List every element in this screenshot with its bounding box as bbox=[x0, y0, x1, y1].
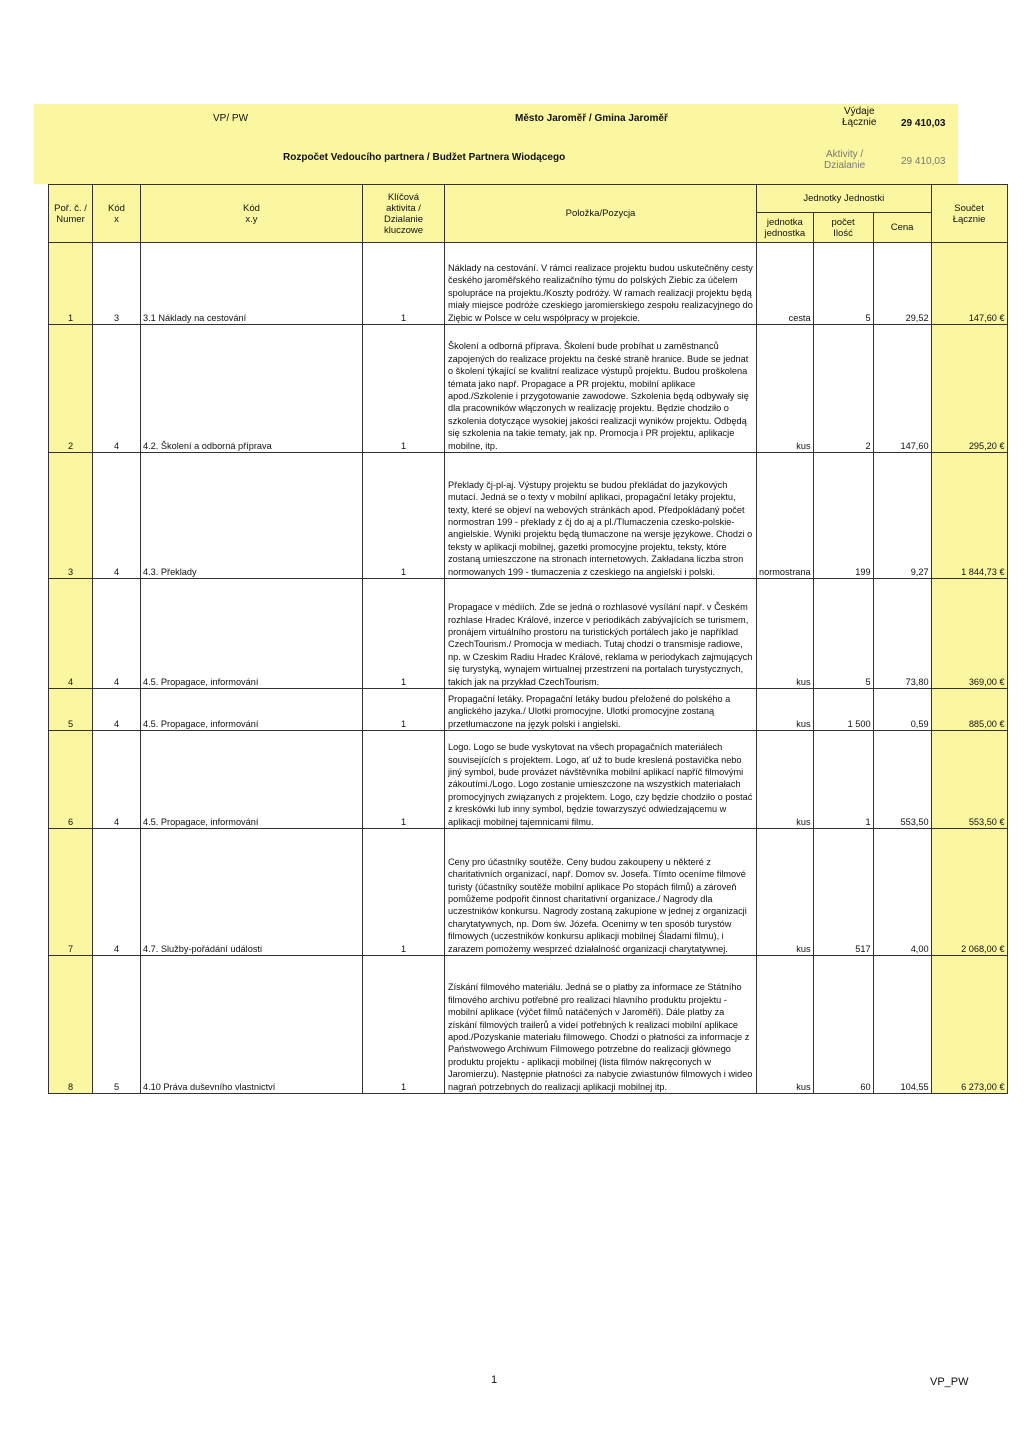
col-klic-1: Klíčová bbox=[387, 191, 420, 203]
row-klic: 1 bbox=[363, 689, 445, 731]
row-unit: kus bbox=[757, 579, 814, 689]
row-price: 147,60 bbox=[873, 325, 931, 453]
row-desc: Získání filmového materiálu. Jedná se o platby za informace ze Státního filmového archivu potřebné pro realizaci hlavního produktu projektu - mobilní aplikace (výčet filmů natáčených v Jaroměři). Dále platby za získání filmových trailerů a videí potřebných k realizaci mobilní aplikace apod./Pozyskanie materiału filmowego. Chodzi o płatności za informacje z Państwowego Archiwum Filmowego potrzebne do realizacji głównego produktu projektu - aplikacji mobilnej (lista filmów nakręconych w Jaromierzu). Następnie płatności za nabycie zwiastunów filmowych i wideo nagrań potrzebnych do realizacji aplikacji mobilnej itp. bbox=[445, 956, 757, 1094]
col-soucet bbox=[931, 185, 1007, 243]
row-price: 29,52 bbox=[873, 243, 931, 325]
col-kod-x-2: x bbox=[114, 213, 119, 225]
row-price: 0,59 bbox=[873, 689, 931, 731]
vydaje-label-1: Výdaje bbox=[843, 106, 875, 117]
row-total: 147,60 € bbox=[931, 243, 1007, 325]
row-kodxy: 4.5. Propagace, informování bbox=[141, 731, 363, 829]
row-desc: Propagace v médiích. Zde se jedná o rozhlasové vysílání např. v Českém rozhlase Hradec Králové, inzerce v periodikách zabývajících se turismem, pronájem virtuálního prostoru na turistických portálech jako je například CzechTourism./ Promocja w mediach. Tutaj chodzi o transmisje radiowe, np. w Czeskim Radiu Hradec Králové, reklama w periodykach zajmujących się turystyką, wynajem wirtualnej przestrzeni na portalach turystycznych, takich jak na przykład CzechTourism. bbox=[445, 579, 757, 689]
row-num: 6 bbox=[49, 731, 93, 829]
row-kod: 5 bbox=[93, 956, 141, 1094]
row-kodxy: 4.2. Školení a odborná příprava bbox=[141, 325, 363, 453]
row-total: 2 068,00 € bbox=[931, 829, 1007, 956]
row-num: 7 bbox=[49, 829, 93, 956]
col-kod-xy-1: Kód bbox=[243, 202, 260, 214]
row-total: 369,00 € bbox=[931, 579, 1007, 689]
row-klic: 1 bbox=[363, 453, 445, 579]
row-desc: Ceny pro účastníky soutěže. Ceny budou zakoupeny u některé z charitativních organizací, např. Domov sv. Josefa. Tímto oceníme filmové turisty (účastníky soutěže mobilní aplikace Po stopách filmů) a zároveň pomůžeme podpořit činnost charitativní organizace./ Nagrody dla uczestników konkursu. Nagrody zostaną zakupione w jednej z organizacji charytatywnych, np. Dom św. Józefa. Ocenimy w ten sposób turystów filmowych (uczestników konkursu aplikacji mobilnej Śladami filmu), i zarazem pomożemy wesprzeć działalność organizacji charytatywnej. bbox=[445, 829, 757, 956]
col-por-2: Numer bbox=[56, 213, 85, 225]
aktivity-label bbox=[824, 149, 865, 171]
row-qty: 517 bbox=[813, 829, 873, 956]
row-num: 4 bbox=[49, 579, 93, 689]
col-cena: Cena bbox=[873, 213, 931, 243]
vydaje-label-2: Łącznie bbox=[842, 117, 877, 128]
row-desc: Propagační letáky. Propagační letáky budou přeložené do polského a anglického jazyka./ Ulotki promocyjne. Ulotki promocyjne zostaną przetłumaczone na język polski i angielski. bbox=[445, 689, 757, 731]
row-total: 295,20 € bbox=[931, 325, 1007, 453]
col-pocet-1: počet bbox=[831, 216, 855, 228]
vydaje-label bbox=[842, 106, 876, 128]
row-kod: 4 bbox=[93, 689, 141, 731]
row-unit: normostrana bbox=[757, 453, 814, 579]
row-unit: kus bbox=[757, 731, 814, 829]
row-kodxy: 4.5. Propagace, informování bbox=[141, 579, 363, 689]
row-price: 104,55 bbox=[873, 956, 931, 1094]
row-qty: 5 bbox=[813, 579, 873, 689]
row-qty: 1 bbox=[813, 731, 873, 829]
row-klic: 1 bbox=[363, 579, 445, 689]
row-qty: 1 500 bbox=[813, 689, 873, 731]
row-kod: 4 bbox=[93, 731, 141, 829]
col-jednotka bbox=[757, 213, 814, 243]
row-kodxy: 4.3. Překlady bbox=[141, 453, 363, 579]
aktivity-label-1: Aktivity / bbox=[825, 149, 864, 160]
col-klic-4: kluczowe bbox=[383, 224, 424, 236]
row-klic: 1 bbox=[363, 731, 445, 829]
row-total: 6 273,00 € bbox=[931, 956, 1007, 1094]
budget-table bbox=[48, 184, 1008, 1094]
col-soucet-1: Součet bbox=[954, 202, 984, 214]
table-row bbox=[49, 689, 1008, 731]
row-unit: cesta bbox=[757, 243, 814, 325]
row-qty: 2 bbox=[813, 325, 873, 453]
row-num: 5 bbox=[49, 689, 93, 731]
vp-pw-label: VP/ PW bbox=[213, 113, 249, 124]
table-row bbox=[49, 956, 1008, 1094]
row-price: 553,50 bbox=[873, 731, 931, 829]
row-price: 9,27 bbox=[873, 453, 931, 579]
row-klic: 1 bbox=[363, 956, 445, 1094]
row-num: 8 bbox=[49, 956, 93, 1094]
row-kod: 3 bbox=[93, 243, 141, 325]
col-kod-xy-2: x.y bbox=[245, 213, 258, 225]
table-row bbox=[49, 243, 1008, 325]
row-kodxy: 4.10 Práva duševního vlastnictví bbox=[141, 956, 363, 1094]
row-klic: 1 bbox=[363, 243, 445, 325]
header-band bbox=[34, 104, 958, 184]
row-unit: kus bbox=[757, 689, 814, 731]
row-kod: 4 bbox=[93, 325, 141, 453]
row-kod: 4 bbox=[93, 453, 141, 579]
aktivity-label-2: Dzialanie bbox=[824, 160, 866, 171]
row-kodxy: 3.1 Náklady na cestování bbox=[141, 243, 363, 325]
row-kodxy: 4.5. Propagace, informování bbox=[141, 689, 363, 731]
row-klic: 1 bbox=[363, 829, 445, 956]
row-qty: 199 bbox=[813, 453, 873, 579]
row-desc: Náklady na cestování. V rámci realizace projektu budou uskutečněny cesty českého jaroměřského realizačního týmu do polských Ziebic za účelem spolupráce na projektu./Koszty podróży. W ramach realizacji projektu będą miały miejsce podróże czeskiego jaromierskiego zespołu realizacyjnego do Ziębic w Polsce w celu współpracy w projekcie. bbox=[445, 243, 757, 325]
row-kodxy: 4.7. Služby-pořádání události bbox=[141, 829, 363, 956]
row-num: 3 bbox=[49, 453, 93, 579]
row-klic: 1 bbox=[363, 325, 445, 453]
col-kod-xy bbox=[141, 185, 363, 243]
table-row bbox=[49, 579, 1008, 689]
row-num: 2 bbox=[49, 325, 93, 453]
col-jednotka-1: jednotka bbox=[766, 216, 803, 228]
col-jednotka-2: jednostka bbox=[764, 227, 806, 239]
table-row bbox=[49, 325, 1008, 453]
row-unit: kus bbox=[757, 829, 814, 956]
row-kod: 4 bbox=[93, 829, 141, 956]
document-code: VP_PW bbox=[930, 1376, 969, 1388]
table-row bbox=[49, 453, 1008, 579]
col-klic-2: aktivita / bbox=[386, 202, 421, 214]
row-desc: Logo. Logo se bude vyskytovat na všech propagačních materiálech souvisejících s projektem. Logo, ať už to bude kreslená postavička nebo jiný symbol, bude provázet návštěvníka mobilní aplikací napříč filmovými zákoutími./Logo. Logo zostanie umieszczone na wszystkich materiałach promocyjnych związanych z projektem. Logo, czy będzie chodziło o postać z kreskówki lub inny symbol, będzie towarzyszyć odwiedzającemu w aplikacji mobilnej tajemnicami filmu. bbox=[445, 731, 757, 829]
table-row bbox=[49, 731, 1008, 829]
row-kod: 4 bbox=[93, 579, 141, 689]
row-desc: Překlady čj-pl-aj. Výstupy projektu se budou překládat do jazykových mutací. Jedná se o texty v mobilní aplikaci, propagační letáky projektu, texty, které se objeví na webových stránkách apod. Předpokládaný počet normostran 199 - překlady z čj do aj a pl./Tlumaczenia czesko-polskie-angielskie. Wyniki projektu będą tłumaczone na wersje językowe. Chodzi o teksty w aplikacji mobilnej, gazetki promocyjne projektu, teksty, które zostaną umieszczone na stronach internetowych. Zakładana liczba stron normowanych 199 - tłumaczenia z czeskiego na angielski i polski. bbox=[445, 453, 757, 579]
row-desc: Školení a odborná příprava. Školení bude probíhat u zaměstnanců zapojených do realizace projektu na české straně hranice. Bude se jednat o školení týkající se kvalitní realizace výstupů projektu. Budou proškolena témata jako např. Propagace a PR projektu, mobilní aplikace apod./Szkolenie i przygotowanie zawodowe. Szkolenia będą odbywały się dla pracowników włączonych w realizację projektu. Będzie chodziło o szkolenia dotyczące wysokiej jakości realizacji wyników projektu. Odbędą się szkolenia na takie tematy, jak np. Promocja i PR projektu, aplikacje mobilne, itp. bbox=[445, 325, 757, 453]
row-qty: 5 bbox=[813, 243, 873, 325]
row-num: 1 bbox=[49, 243, 93, 325]
row-price: 4,00 bbox=[873, 829, 931, 956]
col-soucet-2: Łącznie bbox=[952, 213, 986, 225]
table-row bbox=[49, 829, 1008, 956]
page-number: 1 bbox=[491, 1374, 498, 1386]
city-title: Město Jaroměř / Gmina Jaroměř bbox=[515, 113, 668, 124]
col-pocet bbox=[813, 213, 873, 243]
aktivity-value: 29 410,03 bbox=[901, 156, 946, 167]
row-total: 885,00 € bbox=[931, 689, 1007, 731]
col-jednotky: Jednotky Jednostki bbox=[757, 185, 932, 213]
row-price: 73,80 bbox=[873, 579, 931, 689]
row-total: 553,50 € bbox=[931, 731, 1007, 829]
col-klicova bbox=[363, 185, 445, 243]
vydaje-value: 29 410,03 bbox=[901, 118, 946, 129]
col-polozka: Položka/Pozycja bbox=[445, 185, 757, 243]
budget-title: Rozpočet Vedoucího partnera / Budžet Partnera Wiodącego bbox=[283, 152, 566, 163]
row-qty: 60 bbox=[813, 956, 873, 1094]
col-por-1: Poř. č. / bbox=[54, 202, 87, 214]
col-pocet-2: Ilość bbox=[833, 227, 853, 239]
col-klic-3: Dzialanie bbox=[383, 213, 424, 225]
col-kod-x-1: Kód bbox=[108, 202, 125, 214]
row-unit: kus bbox=[757, 956, 814, 1094]
row-total: 1 844,73 € bbox=[931, 453, 1007, 579]
col-kod-x bbox=[93, 185, 141, 243]
col-por bbox=[49, 185, 93, 243]
row-unit: kus bbox=[757, 325, 814, 453]
